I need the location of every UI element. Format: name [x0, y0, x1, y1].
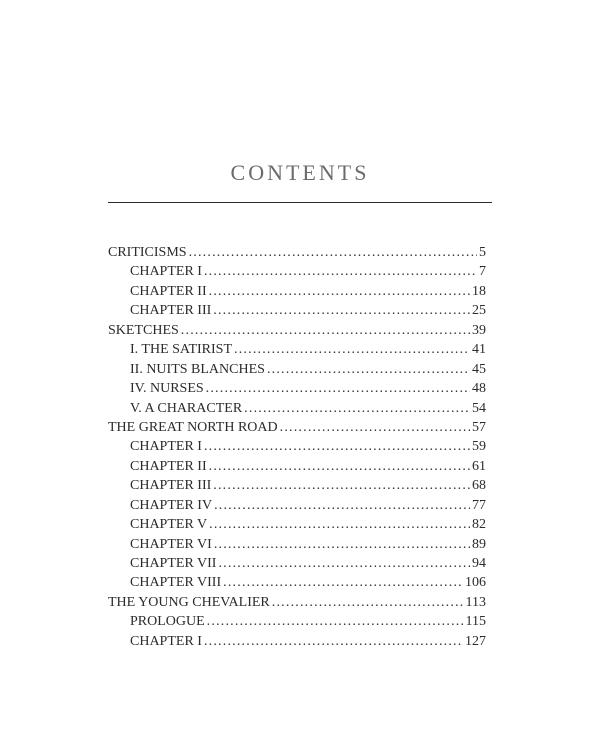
toc-page-number: 41 — [472, 342, 486, 358]
toc-dot-leader — [280, 418, 470, 437]
toc-dot-leader — [209, 515, 470, 534]
toc-subsection-entry[interactable] — [108, 515, 486, 534]
toc-entry-label: CHAPTER V — [130, 517, 208, 533]
toc-dot-leader — [223, 573, 463, 592]
toc-page-number: 57 — [472, 419, 486, 435]
toc-dot-leader — [209, 457, 470, 476]
toc-entry-label: V. A CHARACTER — [130, 400, 243, 416]
toc-dot-leader — [234, 340, 470, 359]
toc-entry-label: CHAPTER III — [130, 478, 212, 494]
toc-subsection-entry[interactable] — [108, 476, 486, 495]
toc-dot-leader — [209, 282, 470, 301]
toc-subsection-entry[interactable] — [108, 437, 486, 456]
toc-dot-leader — [204, 437, 470, 456]
toc-entry-label: CHAPTER II — [130, 458, 207, 474]
toc-page-number: 127 — [465, 633, 486, 649]
title-divider — [108, 202, 492, 203]
toc-page-number: 89 — [472, 536, 486, 552]
toc-entry-label: II. NUITS BLANCHES — [130, 361, 265, 377]
toc-entry-label: IV. NURSES — [130, 381, 204, 397]
page-title: CONTENTS — [230, 160, 370, 185]
toc-entry-label: CHAPTER I — [130, 633, 202, 649]
toc-entry-label: CHAPTER III — [130, 303, 212, 319]
toc-page-number: 106 — [465, 575, 486, 591]
toc-dot-leader — [189, 243, 477, 262]
toc-page-number: 82 — [472, 517, 486, 533]
toc-section-entry[interactable] — [108, 243, 486, 262]
toc-entry-label: I. THE SATIRIST — [130, 342, 233, 358]
toc-page-number: 59 — [472, 439, 486, 455]
toc-subsection-entry[interactable] — [108, 457, 486, 476]
toc-entry-label: CHAPTER II — [130, 283, 207, 299]
toc-subsection-entry[interactable] — [108, 340, 486, 359]
toc-dot-leader — [204, 632, 463, 651]
toc-subsection-entry[interactable] — [108, 632, 486, 651]
toc-page-number: 7 — [479, 264, 486, 280]
toc-entry-label: SKETCHES — [108, 322, 179, 338]
toc-page-number: 25 — [472, 303, 486, 319]
toc-page-number: 5 — [479, 245, 486, 260]
toc-entry-label: CHAPTER IV — [130, 497, 213, 513]
toc-subsection-entry[interactable] — [108, 262, 486, 281]
toc-subsection-entry[interactable] — [108, 573, 486, 592]
toc-section-entry[interactable] — [108, 321, 486, 340]
toc-entry-label: CHAPTER VII — [130, 556, 217, 571]
table-of-contents — [108, 243, 486, 651]
toc-subsection-entry[interactable] — [108, 399, 486, 418]
toc-dot-leader — [214, 496, 470, 515]
toc-page-number: 48 — [472, 381, 486, 397]
toc-dot-leader — [267, 360, 470, 379]
toc-dot-leader — [218, 554, 470, 573]
toc-dot-leader — [213, 476, 470, 495]
toc-subsection-entry[interactable] — [108, 554, 486, 573]
toc-page-number: 18 — [472, 283, 486, 299]
toc-entry-label: THE YOUNG CHEVALIER — [108, 594, 270, 610]
toc-subsection-entry[interactable] — [108, 301, 486, 320]
toc-dot-leader — [206, 379, 470, 398]
toc-page-number: 39 — [472, 322, 486, 338]
toc-dot-leader — [181, 321, 470, 340]
toc-page-number: 54 — [472, 400, 486, 416]
toc-page-number: 45 — [472, 361, 486, 377]
toc-subsection-entry[interactable] — [108, 282, 486, 301]
toc-dot-leader — [214, 535, 470, 554]
toc-dot-leader — [204, 262, 477, 281]
toc-dot-leader — [207, 612, 464, 631]
toc-page-number: 77 — [472, 497, 486, 513]
toc-dot-leader — [213, 301, 470, 320]
toc-section-entry[interactable] — [108, 593, 486, 612]
toc-page-number: 68 — [472, 478, 486, 494]
toc-subsection-entry[interactable] — [108, 496, 486, 515]
toc-dot-leader — [244, 399, 470, 418]
toc-subsection-entry[interactable] — [108, 379, 486, 398]
toc-entry-label: CRITICISMS — [108, 245, 187, 260]
toc-entry-label: PROLOGUE — [130, 614, 205, 630]
toc-page-number: 94 — [472, 556, 486, 571]
toc-entry-label: CHAPTER VI — [130, 536, 212, 552]
toc-entry-label: CHAPTER VIII — [130, 575, 222, 591]
toc-section-entry[interactable] — [108, 418, 486, 437]
toc-entry-label: CHAPTER I — [130, 264, 202, 280]
toc-subsection-entry[interactable] — [108, 535, 486, 554]
toc-subsection-entry[interactable] — [108, 612, 486, 631]
toc-entry-label: CHAPTER I — [130, 439, 202, 455]
toc-entry-label: THE GREAT NORTH ROAD — [108, 419, 278, 435]
toc-page-number: 61 — [472, 458, 486, 474]
toc-page-number: 115 — [465, 614, 486, 630]
toc-subsection-entry[interactable] — [108, 360, 486, 379]
toc-dot-leader — [272, 593, 464, 612]
toc-page-number: 113 — [465, 594, 486, 610]
